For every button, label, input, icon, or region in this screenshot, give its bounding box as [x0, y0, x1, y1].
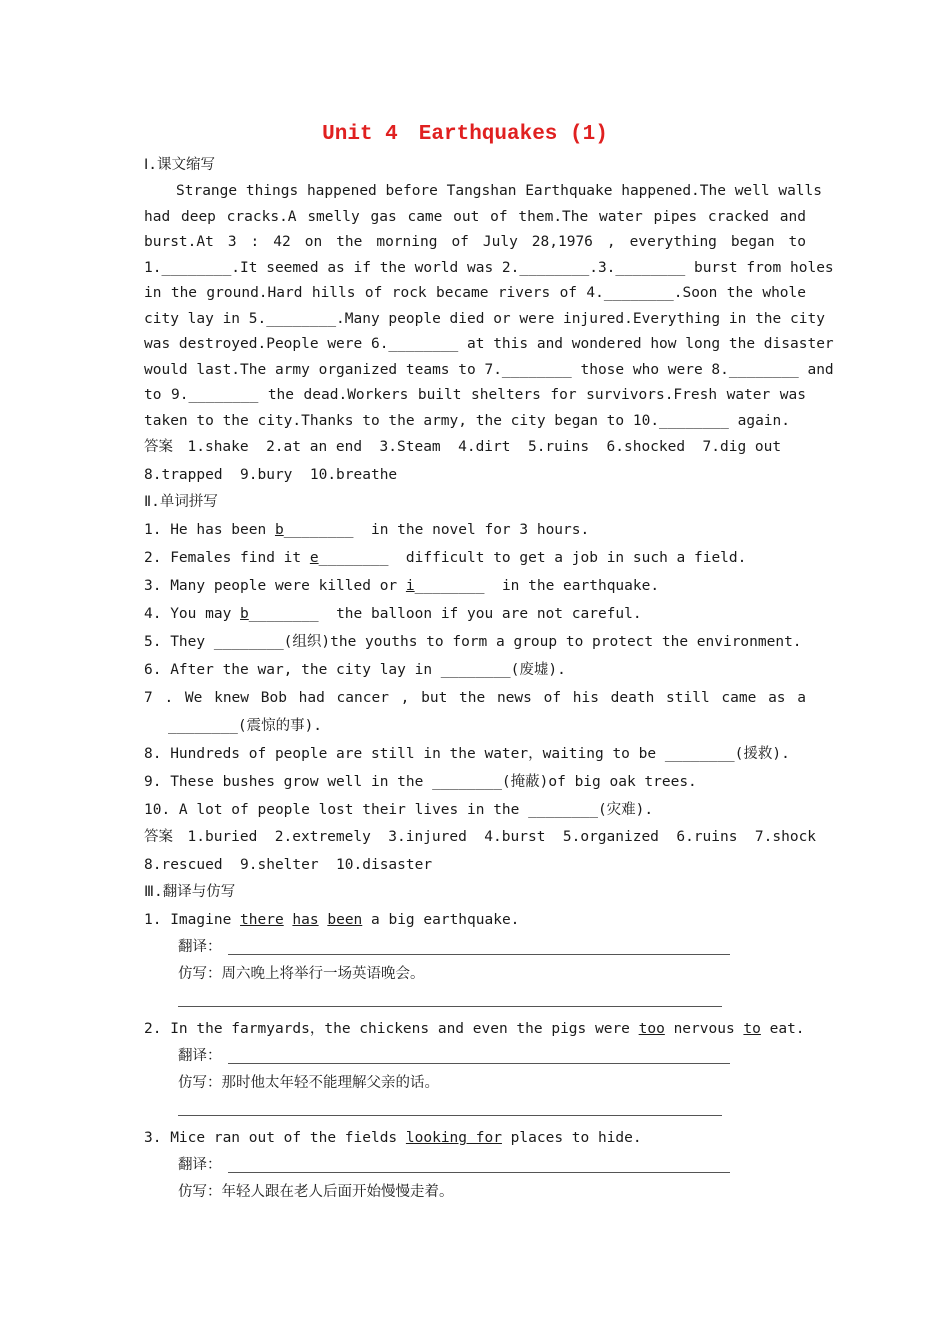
initial-letter: e [309, 550, 319, 566]
answer-line-blank [228, 954, 730, 955]
passage-line: was destroyed.People were 6.________ at this and wondered how long the disaster [144, 336, 834, 352]
translation-row [144, 934, 806, 961]
answer-line: 答案 1.buried 2.extremely 3.injured 4.burst 5.organized 6.ruins 7.shock [144, 829, 817, 845]
spelling-item: 7 . We knew Bob had cancer , but the news of his death still came as a [144, 690, 806, 706]
spelling-item: 9. These bushes grow well in the ________(掩蔽)of big oak trees. [144, 774, 697, 790]
section-2-heading: Ⅱ.单词拼写 [144, 494, 218, 510]
initial-letter: b [240, 606, 249, 622]
translation-label: 翻译： [178, 1048, 222, 1064]
spelling-item: 3. Many people were killed or i________ in the earthquake. [144, 578, 660, 594]
answer-line-blank [228, 1172, 730, 1173]
answer-line: 答案 1.shake 2.at an end 3.Steam 4.dirt 5.ruins 6.shocked 7.dig out [144, 439, 782, 455]
spelling-item: 10. A lot of people lost their lives in the ________(灾难). [144, 802, 654, 818]
imitation-row [144, 988, 806, 1015]
spelling-item: 2. Females find it e________ difficult to get a job in such a field. [144, 550, 747, 566]
spelling-item: 6. After the war, the city lay in ________(废墟). [144, 662, 566, 678]
section-3-heading: Ⅲ.翻译与仿写 [144, 884, 236, 900]
initial-letter: b [274, 522, 284, 538]
translation-question: 3. Mice ran out of the fields looking for places to hide. [144, 1130, 642, 1146]
translation-row [144, 1043, 806, 1070]
imitation-prompt: 仿写：周六晚上将举行一场英语晚会。 [178, 966, 425, 982]
passage [144, 179, 834, 434]
passage-line: burst.At 3 : 42 on the morning of July 28,1976 , everything began to [144, 234, 806, 250]
passage-line: 1.________.It seemed as if the world was 2.________.3.________ burst from holes [144, 259, 834, 276]
translation-row [144, 1152, 806, 1179]
passage-line: would last.The army organized teams to 7.________ those who were 8.________ and [144, 361, 834, 378]
passage-line: city lay in 5.________.Many people died or were injured.Everything in the city [144, 310, 825, 327]
spelling-item: 1. He has been b________ in the novel for 3 hours. [144, 522, 590, 538]
answer-line-blank [178, 1006, 722, 1007]
translation-label: 翻译： [178, 939, 222, 955]
translation-question: 2. In the farmyards，the chickens and even the pigs were too nervous to eat. [144, 1021, 805, 1037]
passage-line: in the ground.Hard hills of rock became rivers of 4.________.Soon the whole [144, 285, 806, 301]
passage-line: to 9.________ the dead.Workers built shelters for survivors.Fresh water was [144, 387, 806, 403]
worksheet-page [144, 118, 834, 1206]
imitation-prompt: 仿写：那时他太年轻不能理解父亲的话。 [178, 1075, 439, 1091]
imitation-prompt: 仿写：年轻人跟在老人后面开始慢慢走着。 [178, 1184, 454, 1200]
passage-line: had deep cracks.A smelly gas came out of them.The water pipes cracked and [144, 208, 806, 225]
page-title: Unit 4 Earthquakes (1) [322, 123, 608, 146]
answer-line-blank [228, 1063, 730, 1064]
answer-line: 8.rescued 9.shelter 10.disaster [144, 856, 433, 873]
spelling-item: 4. You may b________ the balloon if you are not careful. [144, 606, 642, 622]
translation-question: 1. Imagine there has been a big earthquake. [144, 912, 520, 928]
spelling-item-continuation: ________(震惊的事). [168, 718, 323, 734]
answer-line-blank [178, 1115, 722, 1116]
spelling-item: 8. Hundreds of people are still in the water，waiting to be ________(援救). [144, 746, 790, 762]
initial-letter: i [405, 578, 415, 594]
passage-line: Strange things happened before Tangshan Earthquake happened.The well walls [176, 183, 823, 199]
translation-label: 翻译： [178, 1157, 222, 1173]
answer-line: 8.trapped 9.bury 10.breathe [144, 466, 398, 483]
imitation-row [144, 1097, 806, 1124]
section-1-heading: Ⅰ.课文缩写 [144, 157, 216, 173]
passage-line: taken to the city.Thanks to the army, the city began to 10.________ again. [144, 412, 791, 429]
spelling-item: 5. They ________(组织)the youths to form a group to protect the environment. [144, 634, 802, 650]
